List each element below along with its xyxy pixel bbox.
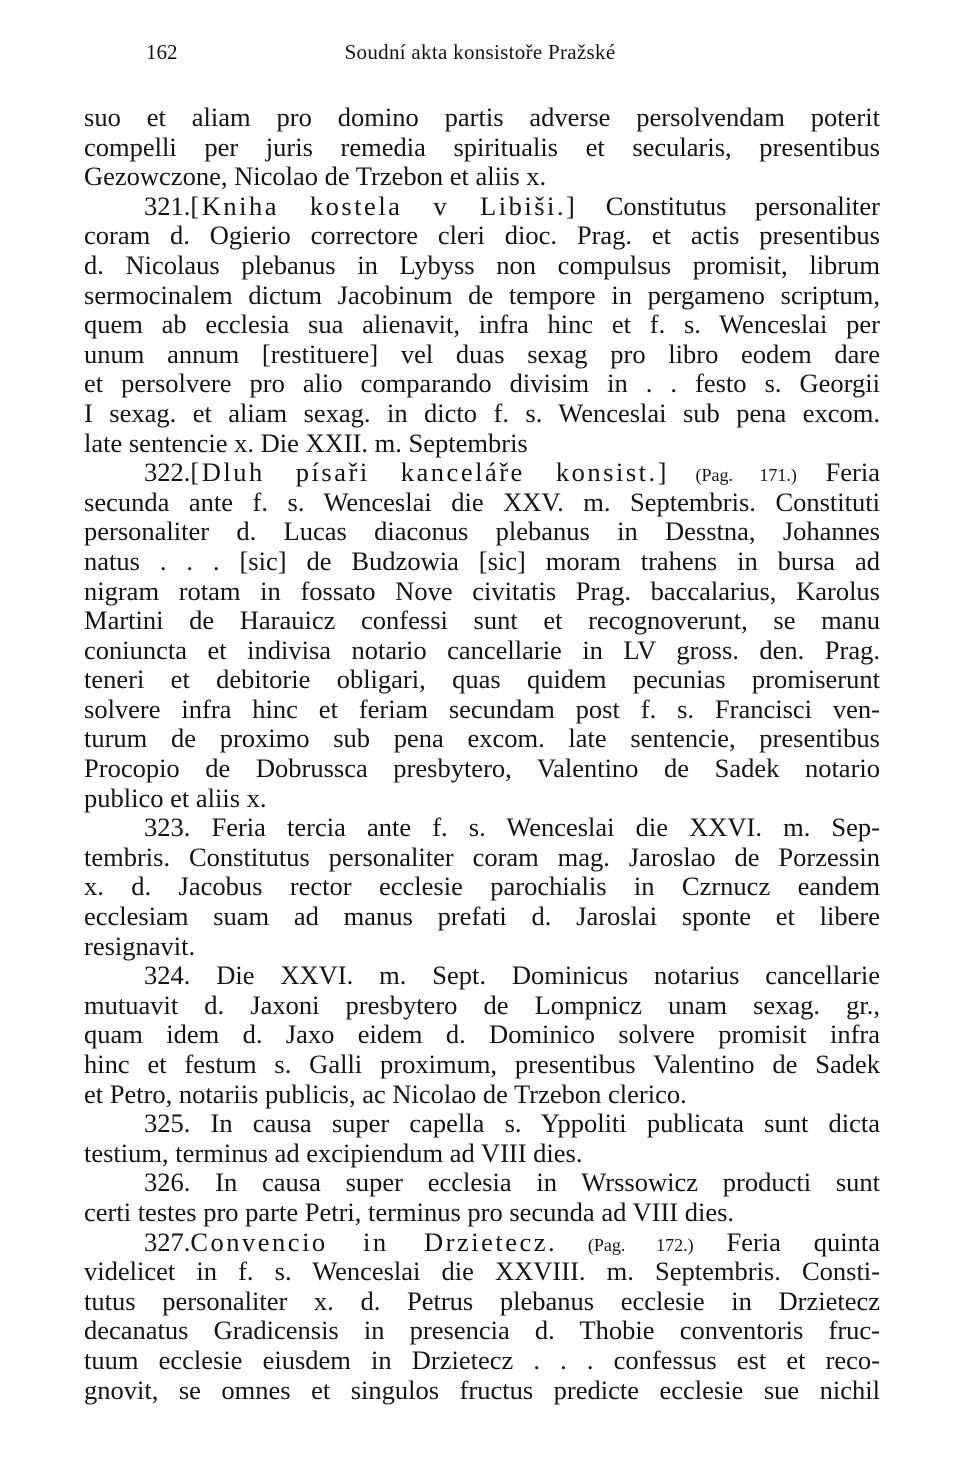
page-header <box>0 40 960 70</box>
entry-number: 322. <box>144 458 191 488</box>
text-line <box>84 784 880 814</box>
line-text: Martini de Harauicz confessi sunt et recognoverunt, se manu <box>84 606 880 636</box>
text-line <box>84 340 880 370</box>
text-line <box>84 1257 880 1287</box>
text-line <box>84 665 880 695</box>
line-text: In causa super capella s. Yppoliti publicata sunt dicta <box>190 1109 880 1139</box>
text-line <box>84 991 880 1021</box>
page-reference: (Pag. 172.) <box>557 1234 694 1255</box>
text-line <box>84 695 880 725</box>
page-reference: (Pag. 171.) <box>668 465 797 486</box>
text-line <box>84 310 880 340</box>
entry-number: 324. <box>144 961 191 991</box>
text-line <box>84 843 880 873</box>
line-text: d. Nicolaus plebanus in Lybyss non compulsus promisit, librum <box>84 250 880 280</box>
line-text: Feria quinta <box>693 1227 880 1257</box>
line-text: secunda ante f. s. Wenceslai die XXV. m. Septembris. Constituti <box>84 487 880 517</box>
line-text: turum de proximo sub pena excom. late sentencie, presentibus <box>84 724 880 754</box>
line-text: videlicet in f. s. Wenceslai die XXVIII. m. Septembris. Consti- <box>84 1257 880 1287</box>
line-text: gnovit, se omnes et singulos fructus predicte ecclesie sue nichil <box>84 1375 880 1405</box>
text-line <box>84 1287 880 1317</box>
text-line <box>84 1198 880 1228</box>
text-line <box>84 133 880 163</box>
text-line <box>84 724 880 754</box>
text-line <box>84 369 880 399</box>
text-line <box>84 458 880 488</box>
text-line <box>84 813 880 843</box>
line-text: quam idem d. Jaxo eidem d. Dominico solvere promisit infra <box>84 1020 880 1050</box>
text-line <box>84 872 880 902</box>
entry-number: 327. <box>144 1227 191 1257</box>
line-text: Die XXVI. m. Sept. Dominicus notarius cancellarie <box>190 961 880 991</box>
line-text: hinc et festum s. Galli proximum, presentibus Valentino de Sadek <box>84 1050 880 1079</box>
text-line <box>84 547 880 577</box>
text-line <box>84 192 880 222</box>
text-line <box>84 488 880 518</box>
entry-number: 323. <box>144 813 191 843</box>
text-line <box>84 517 880 547</box>
text-line <box>84 103 880 133</box>
line-text: coram d. Ogierio correctore cleri dioc. Prag. et actis presentibus <box>84 221 880 251</box>
entry-heading: Convencio in Drzietecz. <box>190 1227 558 1257</box>
text-line <box>84 932 880 962</box>
line-text: resignavit. <box>84 931 196 961</box>
entry-heading: [Kniha kostela v Libiši.] <box>190 191 578 221</box>
line-text: x. d. Jacobus rector ecclesie parochialis in Czrnucz eandem <box>84 872 880 902</box>
text-line <box>84 429 880 459</box>
text-line <box>84 1020 880 1050</box>
text-line <box>84 1050 880 1080</box>
text-line <box>84 1376 880 1406</box>
running-title: Soudní akta konsistoře Pražské <box>344 40 616 64</box>
entry-number: 321. <box>144 191 191 221</box>
document-body <box>84 103 880 1405</box>
text-line <box>84 1346 880 1376</box>
line-text: In causa super ecclesia in Wrssowicz producti sunt <box>190 1168 880 1198</box>
entry-number: 326. <box>144 1168 191 1198</box>
text-line <box>84 281 880 311</box>
line-text: solvere infra hinc et feriam secundam post f. s. Francisci ven- <box>84 694 880 724</box>
line-text: Feria <box>796 458 880 488</box>
line-text: late sentencie x. Die XXII. m. Septembris <box>84 428 528 458</box>
line-text: publico et aliis x. <box>84 783 267 813</box>
text-line <box>84 1228 880 1258</box>
entry-heading: [Dluh písaři kanceláře konsist.] <box>190 458 669 488</box>
line-text: unum annum [restituere] vel duas sexag pro libro eodem dare <box>84 339 880 369</box>
line-text: Feria tercia ante f. s. Wenceslai die XXVI. m. Sep- <box>190 813 880 843</box>
text-line <box>84 399 880 429</box>
line-text: Constitutus personaliter <box>577 191 880 221</box>
line-text: teneri et debitorie obligari, quas quidem pecunias promiserunt <box>84 665 880 695</box>
text-line <box>84 1139 880 1169</box>
line-text: Gezowczone, Nicolao de Trzebon et aliis x. <box>84 162 547 192</box>
line-text: I sexag. et aliam sexag. in dicto f. s. Wenceslai sub pena excom. <box>84 398 880 428</box>
line-text: et Petro, notariis publicis, ac Nicolao de Trzebon clerico. <box>84 1079 687 1109</box>
line-text: testium, terminus ad excipiendum ad VIII dies. <box>84 1138 583 1168</box>
page-number: 162 <box>146 40 178 64</box>
entry-number: 325. <box>144 1109 191 1139</box>
text-line <box>84 636 880 666</box>
text-line <box>84 221 880 251</box>
line-text: tutus personaliter x. d. Petrus plebanus ecclesie in Drzietecz <box>84 1286 880 1316</box>
line-text: suo et aliam pro domino partis adverse persolvendam poterit <box>84 103 880 132</box>
line-text: nigram rotam in fossato Nove civitatis Prag. baccalarius, Karolus <box>84 576 880 606</box>
line-text: Procopio de Dobrussca presbytero, Valentino de Sadek notario <box>84 754 880 784</box>
text-line <box>84 1316 880 1346</box>
line-text: personaliter d. Lucas diaconus plebanus in Desstna, Johannes <box>84 517 880 547</box>
text-line <box>84 1080 880 1110</box>
text-line <box>84 606 880 636</box>
line-text: certi testes pro parte Petri, terminus pro secunda ad VIII dies. <box>84 1197 735 1227</box>
text-line <box>84 961 880 991</box>
text-line <box>84 902 880 932</box>
line-text: compelli per juris remedia spiritualis et secularis, presentibus <box>84 132 880 162</box>
text-line <box>84 1109 880 1139</box>
line-text: ecclesiam suam ad manus prefati d. Jaroslai sponte et libere <box>84 902 880 932</box>
line-text: sermocinalem dictum Jacobinum de tempore in pergameno scriptum, <box>84 280 880 310</box>
text-line <box>84 754 880 784</box>
line-text: mutuavit d. Jaxoni presbytero de Lompnicz unam sexag. gr., <box>84 990 880 1020</box>
text-line <box>84 577 880 607</box>
text-line <box>84 162 880 192</box>
text-line <box>84 1168 880 1198</box>
line-text: coniuncta et indivisa notario cancellarie in LV gross. den. Prag. <box>84 635 880 665</box>
line-text: et persolvere pro alio comparando divisim in . . festo s. Georgii <box>84 369 880 399</box>
line-text: natus . . . [sic] de Budzowia [sic] moram trahens in bursa ad <box>84 546 880 576</box>
line-text: tembris. Constitutus personaliter coram mag. Jaroslao de Porzessin <box>84 842 880 872</box>
line-text: tuum ecclesie eiusdem in Drzietecz . . . confessus est et reco- <box>84 1345 880 1375</box>
line-text: decanatus Gradicensis in presencia d. Thobie conventoris fruc- <box>84 1316 880 1346</box>
text-line <box>84 251 880 281</box>
line-text: quem ab ecclesia sua alienavit, infra hinc et f. s. Wenceslai per <box>84 310 880 340</box>
